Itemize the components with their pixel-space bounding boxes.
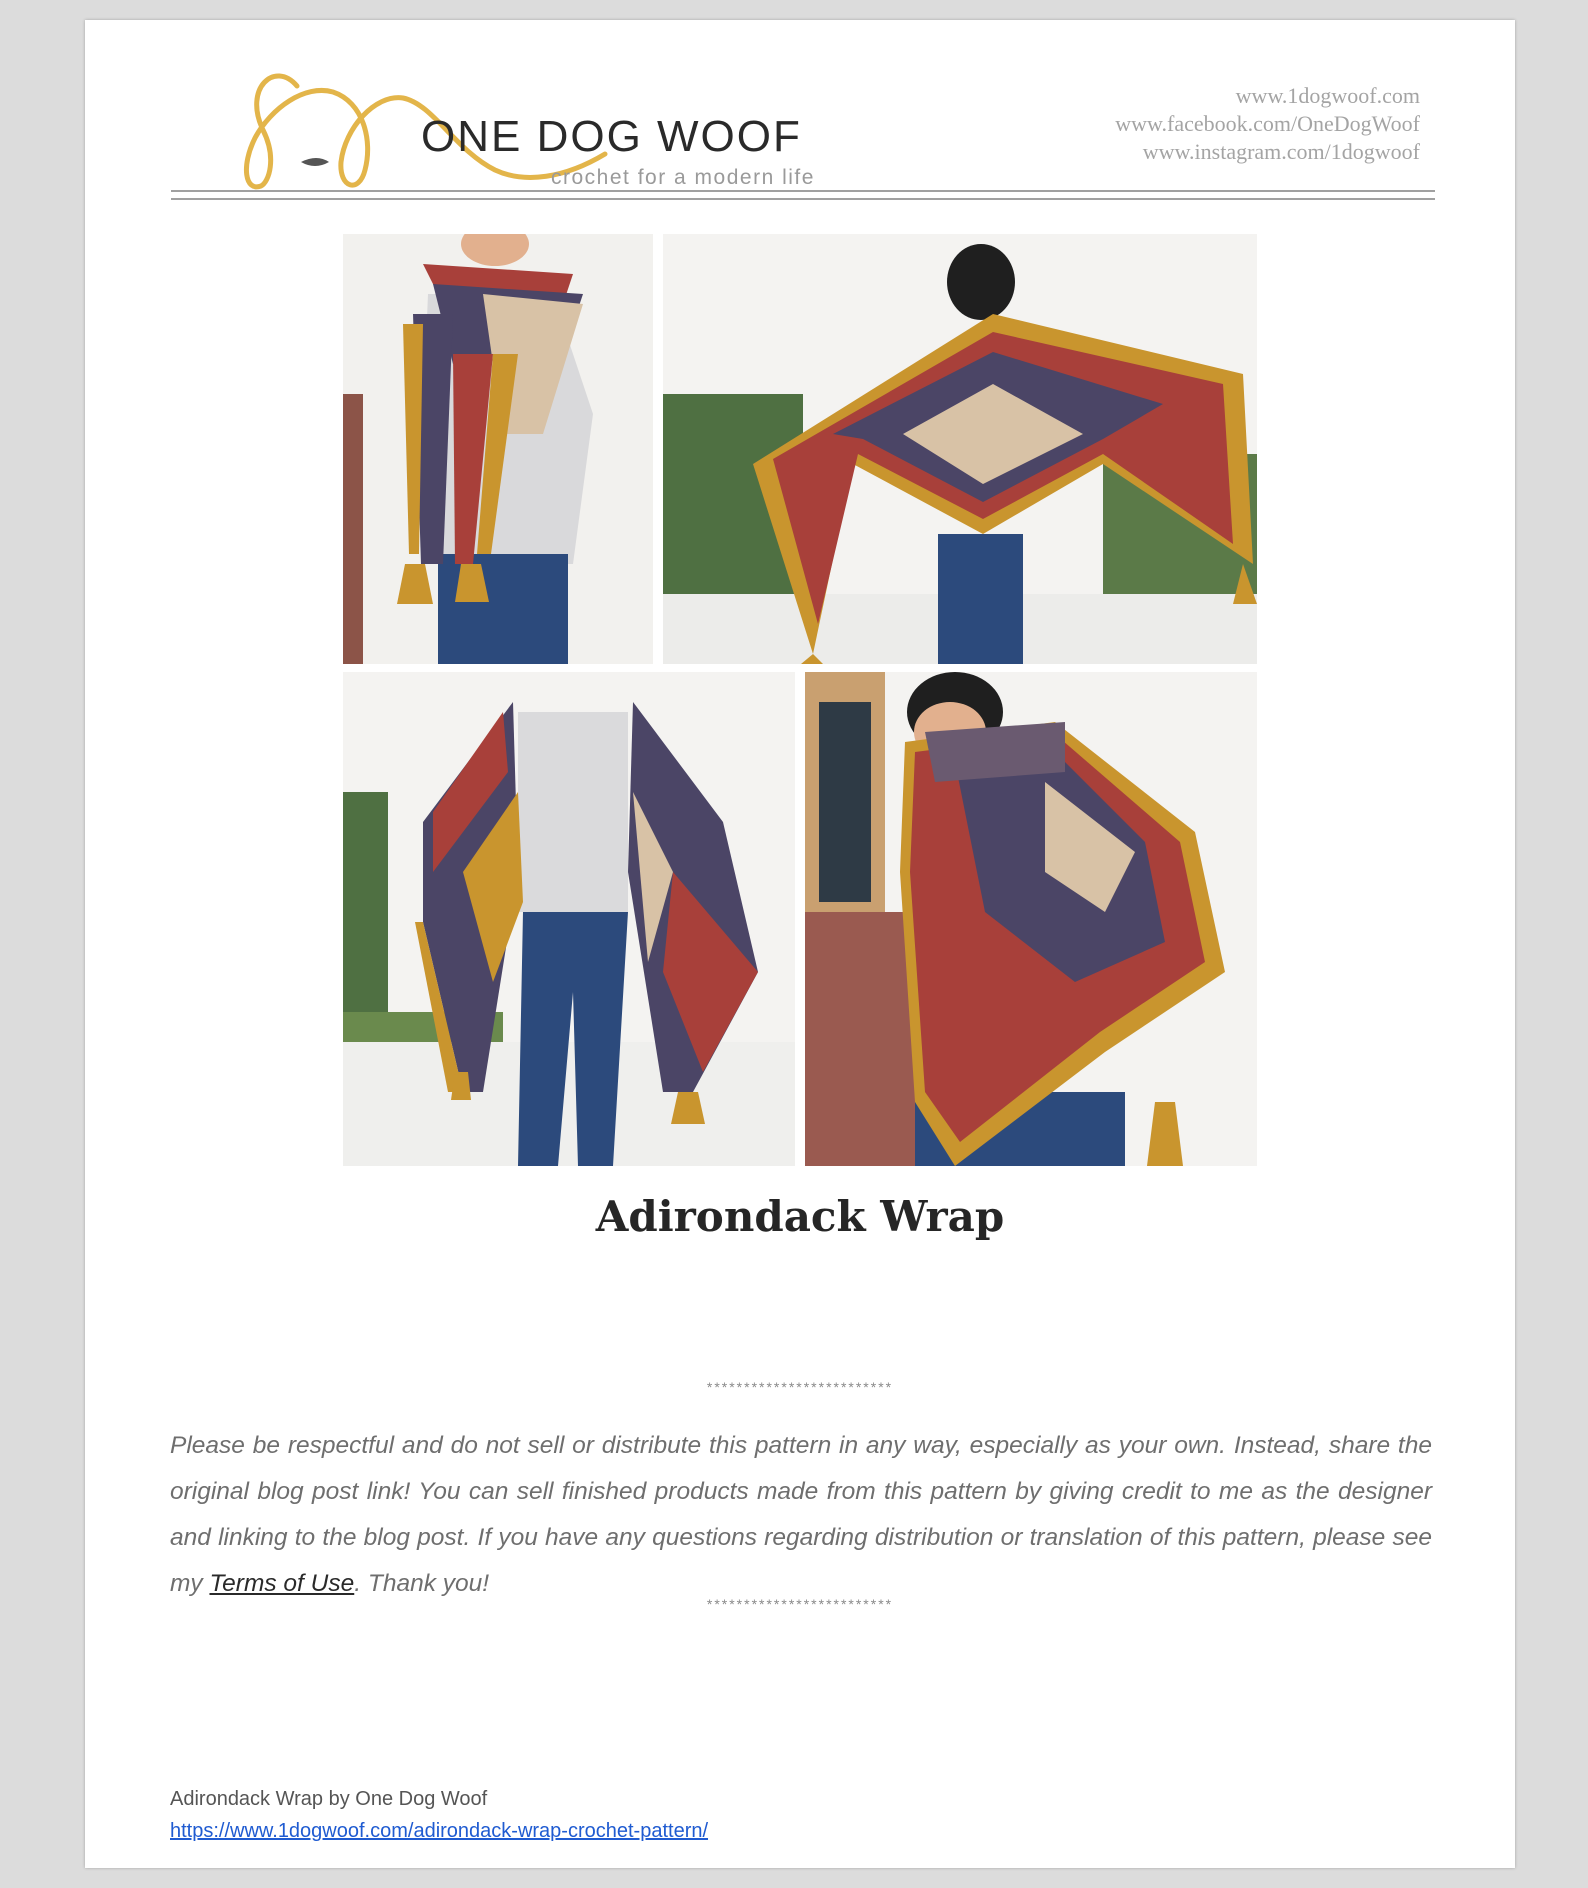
photo-wrap-cowl: [805, 672, 1257, 1166]
terms-of-use-link[interactable]: Terms of Use: [209, 1570, 355, 1597]
photo-scarf-front-image: [343, 234, 653, 664]
footer-credit: Adirondack Wrap by One Dog Woof: [170, 1788, 488, 1810]
brand-logo: [205, 58, 845, 198]
photo-scarf-front: [343, 234, 653, 664]
website-link[interactable]: www.1dogwoof.com: [1235, 83, 1420, 108]
photo-wrap-cowl-image: [805, 672, 1257, 1166]
brand-tagline: crochet for a modern life: [551, 166, 815, 189]
photo-wrap-draped-image: [343, 672, 795, 1166]
usage-notice: [170, 1423, 1432, 1607]
photo-wrap-draped: [343, 672, 795, 1166]
pattern-title: Adirondack Wrap: [595, 1192, 1005, 1241]
photo-wrap-back: [663, 234, 1257, 664]
notice-text-before: Please be respectful and do not sell or distribute this pattern in any way, especially as your own. Instead, share the original blog post link! You can sell finished products made from this pattern by giving credit to me as the designer and linking to the blog post. If you have any questions regarding distribution or translation of this pattern, please see my: [170, 1432, 1432, 1597]
divider-bottom: *************************: [706, 1596, 894, 1612]
document-page: [85, 20, 1515, 1868]
footer-pattern-link[interactable]: https://www.1dogwoof.com/adirondack-wrap-crochet-pattern/: [170, 1820, 709, 1842]
header-rule-bottom: [171, 198, 1435, 200]
brand-name: ONE DOG WOOF: [421, 112, 802, 161]
header-rule-top: [171, 190, 1435, 192]
photo-wrap-back-image: [663, 234, 1257, 664]
notice-text-after: . Thank you!: [354, 1570, 490, 1597]
facebook-link[interactable]: www.facebook.com/OneDogWoof: [1115, 111, 1420, 136]
contact-links: [1115, 82, 1420, 166]
divider-top: *************************: [706, 1379, 894, 1395]
instagram-link[interactable]: www.instagram.com/1dogwoof: [1142, 139, 1420, 164]
